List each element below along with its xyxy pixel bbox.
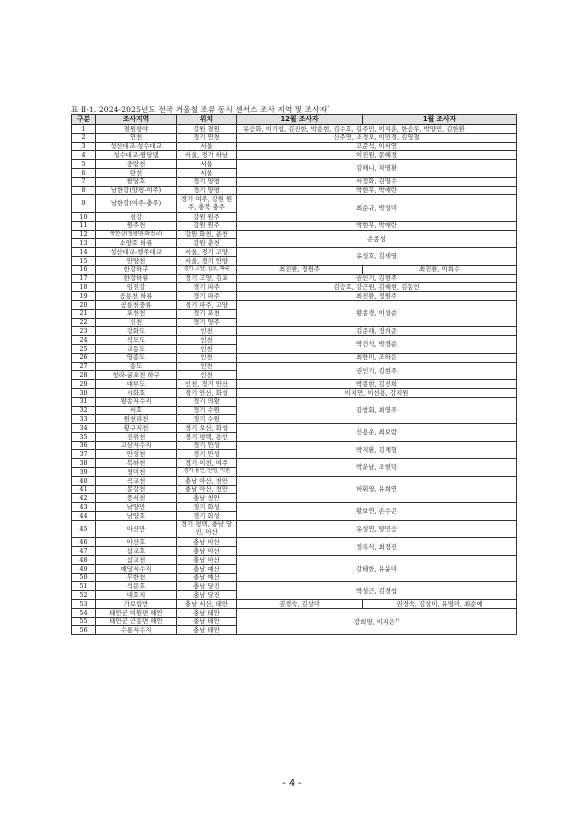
site-cell: 아산만	[96, 520, 177, 538]
row-number: 13	[72, 239, 96, 248]
site-cell: 공릉천 하류	[96, 292, 177, 301]
surveyors-cell	[237, 133, 517, 142]
surveyors-text: 김창회, 최영주	[355, 406, 398, 415]
row-number: 21	[72, 309, 96, 318]
surveyors-text: 정옥식, 최정진	[355, 542, 398, 551]
location-cell: 경기 용인, 안성, 이천	[177, 468, 237, 477]
location-cell: 경기 양평	[177, 186, 237, 195]
site-cell: 교동도	[96, 344, 177, 353]
site-cell: 영종도	[96, 353, 177, 362]
site-cell: 성수대교-팔당댐	[96, 151, 177, 160]
row-number: 15	[72, 256, 96, 265]
header-location: 위치	[177, 115, 237, 125]
page-number: - 4 -	[282, 778, 302, 789]
surveyors-cell	[237, 459, 517, 477]
site-cell: 태안군 근흥면 해안	[96, 617, 177, 626]
row-number: 35	[72, 432, 96, 441]
location-cell: 경기 오산, 화성	[177, 424, 237, 433]
header-january-surveyors: 1월 조사자	[363, 115, 517, 125]
table-row	[72, 362, 517, 371]
location-cell: 인천	[177, 344, 237, 353]
location-cell: 충남 아산	[177, 547, 237, 556]
row-number: 54	[72, 608, 96, 617]
table-row	[72, 195, 517, 213]
site-cell: 공릉천중류	[96, 300, 177, 309]
surveyors-text: 박성근, 김경섭	[355, 586, 398, 595]
surveyors-text: 허휘영, 유희연	[355, 485, 398, 494]
row-number: 51	[72, 582, 96, 591]
row-number: 49	[72, 564, 96, 573]
row-number: 52	[72, 591, 96, 600]
row-number: 29	[72, 380, 96, 389]
survey-table	[71, 114, 517, 635]
row-number: 31	[72, 397, 96, 406]
location-cell: 경기 고양, 김포, 파주	[177, 265, 237, 274]
table-row	[72, 556, 517, 565]
surveyors-text: 권인기, 김현주	[355, 366, 398, 375]
row-number: 20	[72, 300, 96, 309]
surveyors-text: 김해니, 차명환	[355, 164, 398, 173]
caption-note-mark: *	[327, 104, 330, 110]
row-number: 41	[72, 485, 96, 494]
site-cell: 수룡저수지	[96, 626, 177, 635]
site-cell: 중랑천	[96, 160, 177, 169]
site-cell: 탄천	[96, 168, 177, 177]
table-row	[72, 520, 517, 538]
surveyors-text: 신주연, 조경오, 이민경, 김영철	[333, 133, 420, 142]
row-number: 19	[72, 292, 96, 301]
table-row	[72, 476, 517, 485]
site-cell: 예당저수지	[96, 564, 177, 573]
row-number: 55	[72, 617, 96, 626]
january-surveyors-cell: 최진환, 이희수	[363, 265, 517, 274]
row-number: 42	[72, 494, 96, 503]
caption-text: 표 Ⅱ-1. 2024-2025년도 전국 겨울철 조류 동시 센서스 조사 지역 및 조사자	[71, 105, 328, 114]
table-row	[72, 327, 517, 336]
table-row	[72, 582, 517, 591]
site-cell: 삽교호	[96, 547, 177, 556]
december-surveyors-cell: 최진환, 정원주	[237, 265, 363, 274]
location-cell: 충남 천안	[177, 494, 237, 503]
location-cell: 경기 안성	[177, 441, 237, 450]
table-row	[72, 125, 517, 134]
surveyors-cell	[237, 538, 517, 556]
table-row	[72, 186, 517, 195]
row-number: 28	[72, 371, 96, 380]
location-cell: 강원 화천, 춘천	[177, 230, 237, 239]
row-number: 39	[72, 468, 96, 477]
surveyors-cell	[237, 397, 517, 423]
site-cell: 가로림만	[96, 600, 177, 609]
surveyors-cell	[237, 221, 517, 230]
location-cell: 경기 파주, 고양	[177, 300, 237, 309]
surveyors-cell	[237, 503, 517, 521]
location-cell: 경기 포천	[177, 309, 237, 318]
table-row	[72, 265, 517, 274]
row-number: 23	[72, 327, 96, 336]
row-number: 36	[72, 441, 96, 450]
site-cell: 섬강	[96, 212, 177, 221]
location-cell: 경기 평택, 충남 당진, 아산	[177, 520, 237, 538]
row-number: 50	[72, 573, 96, 582]
surveyors-text: 박운남, 조현덕	[355, 463, 398, 472]
row-number: 53	[72, 600, 96, 609]
location-cell: 충남 태안	[177, 617, 237, 626]
location-cell: 경기 수원	[177, 406, 237, 415]
row-number: 2	[72, 133, 96, 142]
location-cell: 충남 아산, 천안	[177, 485, 237, 494]
row-number: 25	[72, 344, 96, 353]
surveyors-text: 황종경, 이성순	[355, 309, 398, 318]
site-cell: 삽교천	[96, 556, 177, 565]
surveyors-cell	[237, 327, 517, 336]
location-cell: 경기 여주, 강원 원주, 충북 충주	[177, 195, 237, 213]
surveyors-text: 황보연, 손수곤	[355, 507, 398, 516]
location-cell: 인천	[177, 336, 237, 345]
row-number: 34	[72, 424, 96, 433]
table-row	[72, 248, 517, 257]
row-number: 33	[72, 415, 96, 424]
site-cell: 팔당호	[96, 177, 177, 186]
row-number: 32	[72, 406, 96, 415]
row-number: 16	[72, 265, 96, 274]
row-number: 12	[72, 230, 96, 239]
site-cell: 남양만	[96, 503, 177, 512]
surveyors-text: 신용운, 최보람	[355, 428, 398, 437]
surveyors-cell	[237, 292, 517, 301]
table-row	[72, 336, 517, 345]
site-cell: 원주천	[96, 221, 177, 230]
surveyors-cell	[237, 582, 517, 600]
site-cell: 안성천	[96, 450, 177, 459]
surveyors-text: 권인기, 김현주	[355, 274, 398, 283]
location-cell: 경기 의왕	[177, 397, 237, 406]
site-cell: 복하천	[96, 459, 177, 468]
site-cell: 송도	[96, 362, 177, 371]
table-row	[72, 503, 517, 512]
surveyors-text: 박종현, 김진희	[355, 379, 398, 388]
site-cell: 소양호 하류	[96, 239, 177, 248]
table-row	[72, 142, 517, 151]
site-cell: 풍서천	[96, 494, 177, 503]
row-number: 14	[72, 248, 96, 257]
row-number: 26	[72, 353, 96, 362]
site-cell: 철원평야	[96, 125, 177, 134]
table-row	[72, 151, 517, 160]
december-surveyors-cell: 권경숙, 김상미	[237, 600, 363, 609]
location-cell: 경기 파주	[177, 292, 237, 301]
surveyors-text: 유성호, 김세영	[355, 252, 398, 261]
surveyors-cell	[237, 274, 517, 283]
location-cell: 서울, 경기 고양	[177, 248, 237, 257]
location-cell: 인천	[177, 371, 237, 380]
site-cell: 강화도	[96, 327, 177, 336]
surveyors-text: 서정화, 김영수	[355, 177, 398, 186]
surveyors-cell	[237, 230, 517, 248]
surveyors-cell	[237, 388, 517, 397]
location-cell: 경기 안산, 화성	[177, 388, 237, 397]
site-cell: 왕송저수지	[96, 397, 177, 406]
table-row	[72, 133, 517, 142]
surveyors-cell	[237, 177, 517, 186]
site-cell: 고삼저수지	[96, 441, 177, 450]
location-cell: 인천	[177, 353, 237, 362]
location-cell: 충남 태안	[177, 608, 237, 617]
row-number: 3	[72, 142, 96, 151]
row-number: 46	[72, 538, 96, 547]
row-number: 45	[72, 520, 96, 538]
site-cell: 무한천	[96, 573, 177, 582]
site-cell: 시화호	[96, 388, 177, 397]
surveyors-text: 강태한, 유윤미	[355, 564, 398, 573]
table-row	[72, 177, 517, 186]
table-row	[72, 397, 517, 406]
location-cell: 강원 원주	[177, 212, 237, 221]
site-cell: 아산호	[96, 538, 177, 547]
location-cell: 충남 태안	[177, 626, 237, 635]
location-cell: 경기 파주	[177, 283, 237, 292]
footnote-mark: 1)	[395, 616, 400, 622]
location-cell: 충남 당진	[177, 582, 237, 591]
row-number: 30	[72, 388, 96, 397]
site-cell: 원천리천	[96, 415, 177, 424]
location-cell: 서울	[177, 160, 237, 169]
row-number: 56	[72, 626, 96, 635]
location-cell: 서울, 경기 안양	[177, 256, 237, 265]
row-number: 5	[72, 160, 96, 169]
location-cell: 충남 아산	[177, 556, 237, 565]
site-cell: 연천	[96, 133, 177, 142]
location-cell: 서울	[177, 142, 237, 151]
surveyors-cell	[237, 142, 517, 151]
location-cell: 경기 이천, 여주	[177, 459, 237, 468]
table-body	[72, 125, 517, 635]
december-surveyors-cell: 유승화, 이기섭, 김진한, 박용현, 김수호, 김주민, 이지훈, 한승우, 박양민, 김한환	[237, 125, 517, 134]
surveyors-text: 최진환, 정원주	[355, 291, 398, 300]
location-cell: 충남 당진	[177, 591, 237, 600]
surveyors-text: 김승호, 강근원, 김혜현, 김동인	[333, 283, 420, 292]
surveyors-cell	[237, 186, 517, 195]
location-cell: 충남 아산, 천안	[177, 476, 237, 485]
site-cell: 성산대교-행주대교	[96, 248, 177, 257]
surveyors-cell	[237, 195, 517, 221]
location-cell: 경기 고양, 김포	[177, 274, 237, 283]
site-cell: 곡교천	[96, 476, 177, 485]
surveyors-text: 박현우, 박애란	[355, 221, 398, 230]
surveyors-cell	[237, 151, 517, 160]
site-cell: 서호	[96, 406, 177, 415]
site-cell: 북한강(청평댐-화천교)	[96, 230, 177, 239]
surveyors-cell	[237, 424, 517, 442]
surveyors-text: 고준석, 이서연	[355, 142, 398, 151]
row-number: 43	[72, 503, 96, 512]
table-row	[72, 274, 517, 283]
row-number: 27	[72, 362, 96, 371]
row-number: 1	[72, 125, 96, 134]
site-cell: 황구지천	[96, 424, 177, 433]
location-cell: 충남 예산	[177, 573, 237, 582]
table-row	[72, 538, 517, 547]
site-cell: 석문호	[96, 582, 177, 591]
table-row	[72, 300, 517, 309]
table-row	[72, 388, 517, 397]
location-cell: 서울, 경기 하남	[177, 151, 237, 160]
location-cell: 인천	[177, 327, 237, 336]
site-cell: 청미천	[96, 468, 177, 477]
row-number: 6	[72, 168, 96, 177]
surveyors-cell	[237, 300, 517, 326]
surveyors-text: 박지환, 김계형	[355, 445, 398, 454]
table-row	[72, 424, 517, 433]
location-cell: 경기 평택, 용인	[177, 432, 237, 441]
surveyors-cell	[237, 336, 517, 354]
site-cell: 석모도	[96, 336, 177, 345]
surveyors-cell	[237, 248, 517, 266]
surveyors-cell	[237, 556, 517, 582]
location-cell: 충남 예산	[177, 564, 237, 573]
table-row	[72, 353, 517, 362]
table-row	[72, 230, 517, 239]
location-cell: 경기 연천	[177, 133, 237, 142]
site-cell: 안양천	[96, 256, 177, 265]
location-cell: 인천, 경기 안산	[177, 380, 237, 389]
row-number: 11	[72, 221, 96, 230]
surveyors-text: 최순규, 박성미	[355, 203, 398, 212]
location-cell: 강원 철원	[177, 125, 237, 134]
table-row	[72, 160, 517, 169]
surveyors-cell	[237, 160, 517, 178]
location-cell: 경기 안성	[177, 450, 237, 459]
surveyors-cell	[237, 362, 517, 380]
row-number: 9	[72, 195, 96, 213]
site-cell: 남한강(여주-충주)	[96, 195, 177, 213]
january-surveyors-cell: 권경숙, 김상미, 유영미, 최순예	[363, 600, 517, 609]
location-cell: 강원 원주	[177, 221, 237, 230]
table-row	[72, 459, 517, 468]
table-row	[72, 441, 517, 450]
site-cell: 대부도	[96, 380, 177, 389]
site-cell: 청라-굴포천 하구	[96, 371, 177, 380]
surveyors-text: 박건석, 박경순	[355, 340, 398, 349]
site-cell: 봉강천	[96, 485, 177, 494]
row-number: 7	[72, 177, 96, 186]
row-number: 40	[72, 476, 96, 485]
row-number: 18	[72, 283, 96, 292]
surveyors-text: 강희영, 이지은	[353, 617, 395, 626]
surveyors-text: 손종성	[367, 234, 386, 243]
surveyors-text: 유성연, 양민승	[355, 524, 398, 533]
row-number: 47	[72, 547, 96, 556]
location-cell: 강원 춘천	[177, 239, 237, 248]
surveyors-cell	[237, 441, 517, 459]
site-cell: 남한강(양평-여주)	[96, 186, 177, 195]
surveyors-cell	[237, 283, 517, 292]
site-cell: 한강하구	[96, 265, 177, 274]
table-row	[72, 283, 517, 292]
row-number: 48	[72, 556, 96, 565]
table-header	[72, 115, 517, 125]
header-row	[72, 115, 517, 125]
row-number: 10	[72, 212, 96, 221]
site-cell: 진위천	[96, 432, 177, 441]
location-cell: 충남 아산	[177, 538, 237, 547]
header-site: 조사지역	[96, 115, 177, 125]
site-cell: 남양호	[96, 512, 177, 521]
row-number: 44	[72, 512, 96, 521]
site-cell: 성산대교-성수대교	[96, 142, 177, 151]
header-december-surveyors: 12월 조사자	[237, 115, 363, 125]
location-cell: 인천	[177, 362, 237, 371]
surveyors-text: 이진원, 문혜경	[355, 151, 398, 160]
row-number: 8	[72, 186, 96, 195]
surveyors-cell	[237, 353, 517, 362]
surveyors-text: 이지연, 이선용, 강지원	[344, 388, 409, 397]
location-cell: 경기 화성	[177, 512, 237, 521]
location-cell: 서울	[177, 168, 237, 177]
surveyors-cell	[237, 476, 517, 502]
row-number: 37	[72, 450, 96, 459]
row-number: 38	[72, 459, 96, 468]
location-cell: 경기 양평	[177, 177, 237, 186]
site-cell: 포천천	[96, 309, 177, 318]
site-cell: 신천	[96, 318, 177, 327]
table-row	[72, 380, 517, 389]
surveyors-text: 박현우, 박애란	[355, 186, 398, 195]
location-cell: 경기 화성	[177, 503, 237, 512]
location-cell: 경기 양주	[177, 318, 237, 327]
location-cell: 충남 서산, 태안	[177, 600, 237, 609]
location-cell: 경기 수원	[177, 415, 237, 424]
row-number: 4	[72, 151, 96, 160]
row-number: 22	[72, 318, 96, 327]
row-number: 24	[72, 336, 96, 345]
table-row	[72, 292, 517, 301]
header-no: 구분	[72, 115, 96, 125]
surveyors-cell	[237, 608, 517, 634]
site-cell: 태안군 이원면 해안	[96, 608, 177, 617]
table-row	[72, 221, 517, 230]
table-row	[72, 600, 517, 609]
surveyors-text: 김준래, 정의준	[355, 327, 398, 336]
surveyors-cell	[237, 520, 517, 538]
site-cell: 대호지	[96, 591, 177, 600]
surveyors-cell	[237, 380, 517, 389]
surveyors-text: 최한미, 조하은	[355, 353, 398, 362]
site-cell: 임진강	[96, 283, 177, 292]
site-cell: 한강하류	[96, 274, 177, 283]
row-number: 17	[72, 274, 96, 283]
table-row	[72, 608, 517, 617]
